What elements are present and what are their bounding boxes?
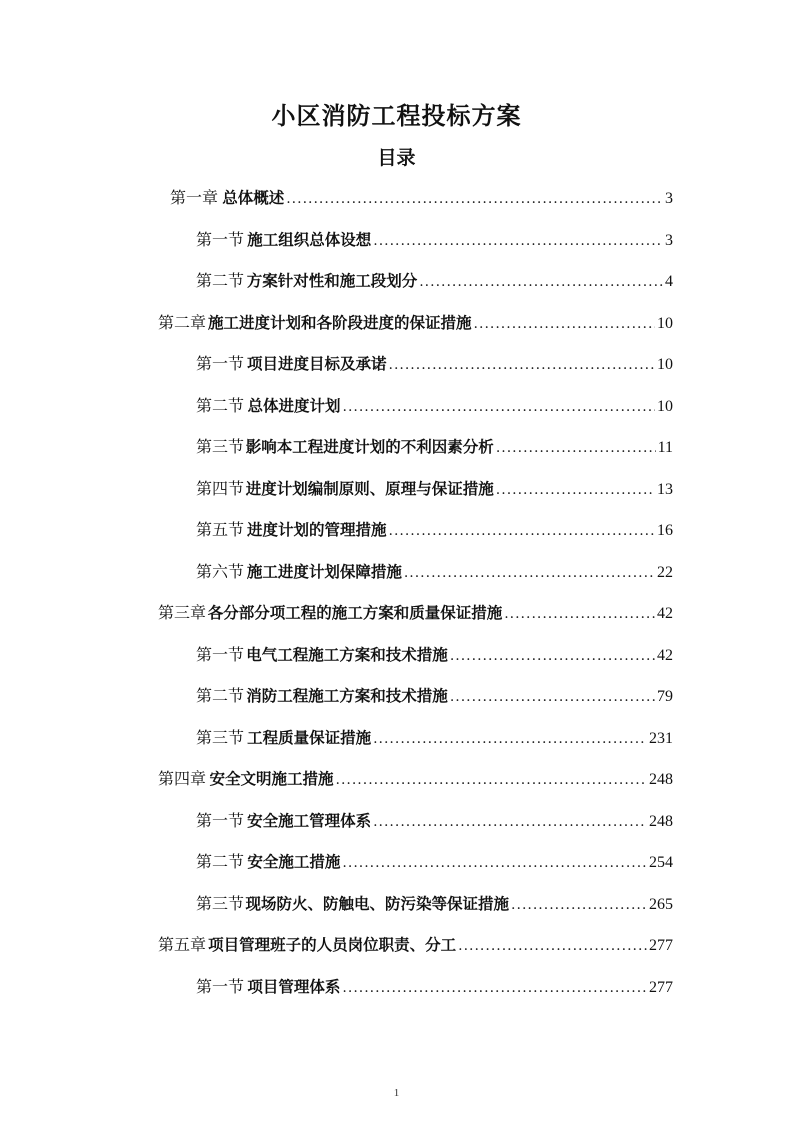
toc-entry-section[interactable] xyxy=(196,849,673,875)
toc-entry-page: 11 xyxy=(657,439,673,456)
toc-entry-label: 安全施工管理体系 xyxy=(247,811,372,830)
toc-entry-label: 影响本工程进度计划的不利因素分析 xyxy=(245,438,494,456)
toc-entry-section[interactable] xyxy=(196,476,673,502)
toc-leader-dots xyxy=(496,482,655,498)
toc-entry-page: 3 xyxy=(665,190,673,207)
toc-entry-label: 施工进度计划和各阶段进度的保证措施 xyxy=(208,313,472,332)
toc-entry-chapter-5[interactable] xyxy=(158,932,673,958)
toc-entry-label: 进度计划的管理措施 xyxy=(246,521,387,539)
toc-entry-number: 第四章 xyxy=(158,769,207,788)
toc-leader-dots xyxy=(474,316,655,332)
toc-entry-label: 总体进度计划 xyxy=(247,396,341,415)
toc-entry-label: 方案针对性和施工段划分 xyxy=(246,272,418,290)
toc-leader-dots xyxy=(496,440,656,456)
toc-entry-label: 进度计划编制原则、原理与保证措施 xyxy=(245,479,494,498)
toc-entry-label: 消防工程施工方案和技术措施 xyxy=(246,687,448,705)
toc-leader-dots xyxy=(373,814,647,830)
toc-entry-number: 第五节 xyxy=(196,520,245,539)
toc-leader-dots xyxy=(504,606,655,622)
toc-leader-dots xyxy=(373,233,663,249)
toc-leader-dots xyxy=(404,565,655,581)
toc-entry-number: 第一节 xyxy=(196,354,245,373)
toc-heading: 目录 xyxy=(377,147,416,169)
toc-entry-page: 248 xyxy=(649,812,673,830)
toc-entry-page: 277 xyxy=(649,978,673,996)
toc-entry-number: 第一节 xyxy=(196,229,245,249)
toc-entry-section[interactable] xyxy=(196,268,673,294)
toc-entry-number: 第三章 xyxy=(158,603,207,622)
toc-leader-dots xyxy=(286,191,663,207)
toc-entry-page: 16 xyxy=(657,522,673,539)
toc-entry-number: 第六节 xyxy=(196,561,245,581)
toc-entry-page: 10 xyxy=(657,397,673,415)
toc-leader-dots xyxy=(343,399,656,415)
toc-entry-label: 项目管理班子的人员岗位职责、分工 xyxy=(208,936,457,954)
toc-leader-dots xyxy=(342,980,647,996)
toc-entry-label: 安全施工措施 xyxy=(247,853,341,871)
toc-entry-label: 施工进度计划保障措施 xyxy=(246,562,402,581)
toc-entry-number: 第三节 xyxy=(196,727,245,747)
toc-entry-page: 4 xyxy=(665,273,673,290)
toc-entry-label: 施工组织总体设想 xyxy=(247,230,372,249)
toc-entry-page: 13 xyxy=(657,480,673,498)
toc-entry-page: 79 xyxy=(657,688,673,705)
toc-entry-section[interactable] xyxy=(196,725,673,751)
toc-leader-dots xyxy=(373,731,647,747)
toc-leader-dots xyxy=(389,357,656,373)
toc-entry-section[interactable] xyxy=(196,559,673,585)
toc-entry-page: 231 xyxy=(649,729,673,747)
toc-entry-section[interactable] xyxy=(196,642,673,668)
toc-leader-dots xyxy=(336,772,648,788)
toc-entry-label: 项目管理体系 xyxy=(247,977,341,996)
toc-entry-number: 第三节 xyxy=(196,893,245,913)
toc-entry-page: 10 xyxy=(657,356,673,373)
toc-entry-chapter-2[interactable] xyxy=(158,310,673,336)
toc-leader-dots xyxy=(389,523,656,539)
toc-entry-section[interactable] xyxy=(196,434,673,460)
toc-entry-page: 265 xyxy=(649,895,673,913)
toc-entry-label: 项目进度目标及承诺 xyxy=(246,355,387,373)
toc-leader-dots xyxy=(450,689,655,705)
toc-entry-chapter-3[interactable] xyxy=(158,600,673,626)
toc-entry-label: 电气工程施工方案和技术措施 xyxy=(246,645,448,664)
toc-entry-section[interactable] xyxy=(196,891,673,917)
toc-entry-number: 第二章 xyxy=(158,312,207,332)
toc-entry-section[interactable] xyxy=(196,227,673,253)
toc-leader-dots xyxy=(450,648,655,664)
toc-entry-page: 42 xyxy=(657,605,673,622)
toc-entry-page: 22 xyxy=(657,563,673,581)
toc-entry-label: 现场防火、防触电、防污染等保证措施 xyxy=(245,894,510,913)
toc-entry-number: 第二节 xyxy=(196,852,245,871)
toc-leader-dots xyxy=(511,897,647,913)
toc-entry-section[interactable] xyxy=(196,683,673,709)
toc-entry-number: 第二节 xyxy=(196,686,245,705)
toc-entry-number: 第二节 xyxy=(196,395,245,415)
toc-entry-section[interactable] xyxy=(196,393,673,419)
toc-entry-chapter-1[interactable] xyxy=(170,185,673,211)
toc-leader-dots xyxy=(419,274,663,290)
toc-entry-number: 第五章 xyxy=(158,935,207,954)
toc-entry-number: 第三节 xyxy=(196,437,245,456)
toc-entry-section[interactable] xyxy=(196,517,673,543)
toc-entry-number: 第一章 xyxy=(170,188,219,207)
toc-leader-dots xyxy=(458,938,647,954)
document-title: 小区消防工程投标方案 xyxy=(271,102,522,130)
toc-entry-page: 10 xyxy=(657,314,673,332)
toc-entry-page: 254 xyxy=(649,854,673,871)
toc-entry-number: 第一节 xyxy=(196,810,245,830)
toc-entry-section[interactable] xyxy=(196,351,673,377)
toc-entry-page: 3 xyxy=(665,231,673,249)
toc-entry-number: 第二节 xyxy=(196,271,245,290)
toc-entry-label: 总体概述 xyxy=(222,189,285,207)
toc-entry-number: 第一节 xyxy=(196,976,245,996)
page-number: 1 xyxy=(393,1087,400,1099)
toc-entry-number: 第四节 xyxy=(196,478,245,498)
toc-entry-page: 248 xyxy=(649,771,673,788)
toc-entry-label: 安全文明施工措施 xyxy=(209,770,334,788)
toc-entry-section[interactable] xyxy=(196,974,673,1000)
toc-entry-number: 第一节 xyxy=(196,644,245,664)
toc-entry-page: 277 xyxy=(649,937,673,954)
toc-entry-label: 工程质量保证措施 xyxy=(247,728,372,747)
toc-entry-label: 各分部分项工程的施工方案和质量保证措施 xyxy=(207,604,503,622)
toc-entry-chapter-4[interactable] xyxy=(158,766,673,792)
toc-leader-dots xyxy=(342,855,647,871)
toc-entry-page: 42 xyxy=(657,646,673,664)
toc-entry-section[interactable] xyxy=(196,808,673,834)
